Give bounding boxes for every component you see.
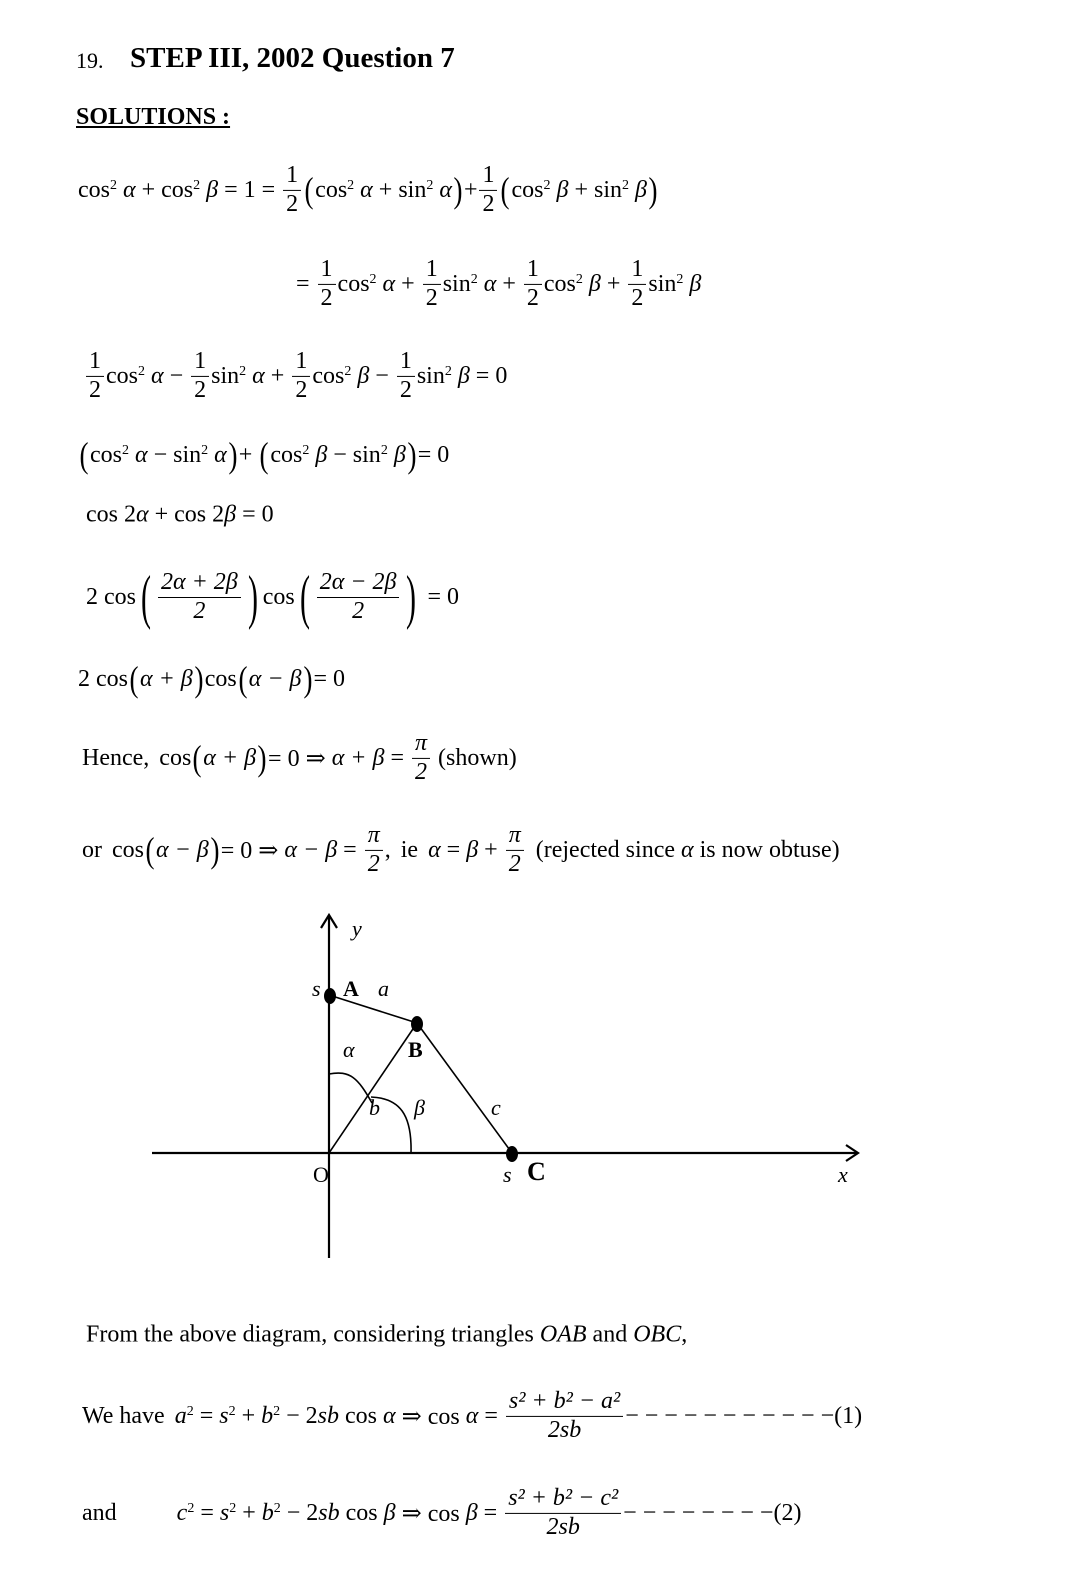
fraction-denominator: 2	[399, 376, 412, 403]
math-text: − − − − − − − −(2)	[623, 1499, 802, 1526]
math-text: +	[478, 836, 504, 863]
math-text: ⇒ cos	[395, 1500, 466, 1527]
math-text: +	[264, 362, 291, 389]
math-variable: β	[451, 362, 470, 389]
math-variable: β	[465, 1499, 478, 1526]
math-text: + sin	[568, 176, 622, 203]
math-text: +	[463, 176, 478, 203]
math-text: (shown)	[432, 744, 517, 771]
fraction	[318, 256, 336, 312]
math-text: Hence,	[82, 744, 150, 771]
math-text: ie	[400, 836, 419, 863]
side-a-label: a	[378, 976, 389, 1001]
equation-11	[82, 1485, 801, 1541]
math-text: 2 cos	[86, 583, 136, 610]
math-variable: a	[174, 1402, 187, 1429]
segment-c	[417, 1023, 512, 1153]
math-variable: β	[387, 441, 406, 468]
math-variable: α	[383, 1402, 396, 1429]
parenthesis: (	[145, 830, 155, 870]
point-A	[324, 988, 336, 1004]
math-text: cos	[339, 1499, 384, 1526]
fraction	[397, 348, 415, 404]
fraction	[524, 256, 542, 312]
fraction	[506, 1388, 623, 1444]
math-text: = 0	[421, 583, 459, 610]
math-text: = 1 =	[218, 176, 282, 203]
fraction-numerator: s² + b² − a²	[506, 1388, 623, 1417]
fraction-denominator: 2sb	[547, 1416, 582, 1443]
math-text: +	[236, 1499, 262, 1526]
equation-4	[78, 437, 449, 473]
parenthesis: )	[228, 435, 238, 475]
math-text: cos	[106, 362, 138, 389]
math-text: − sin	[327, 441, 381, 468]
math-variable: β	[200, 176, 219, 203]
superscript: 2	[543, 178, 551, 193]
math-text: cos	[262, 583, 295, 610]
math-text: = 0	[313, 665, 346, 692]
math-variable: α + β	[331, 744, 385, 771]
equation-10	[82, 1388, 862, 1444]
equation-9	[82, 822, 840, 878]
parenthesis: (	[238, 659, 248, 699]
math-variable: β	[351, 362, 370, 389]
fraction-numerator: s² + b² − c²	[505, 1485, 621, 1514]
superscript: 2	[575, 272, 583, 287]
fraction	[365, 822, 383, 878]
fraction-numerator: π	[365, 822, 383, 851]
fraction-denominator: 2	[193, 597, 206, 624]
fraction-denominator: 2	[89, 376, 101, 403]
math-text: and	[586, 1321, 634, 1348]
math-variable: α	[465, 1402, 479, 1429]
parenthesis: )	[453, 170, 463, 210]
superscript: 2	[273, 1404, 281, 1419]
fraction-numerator: 2α + 2β	[158, 569, 241, 598]
equation-7	[78, 661, 345, 697]
math-text: =	[478, 1402, 504, 1429]
math-variable: α	[354, 176, 373, 203]
equation-8	[82, 730, 517, 786]
math-variable: s	[219, 1499, 230, 1526]
fraction-denominator: 2	[631, 284, 644, 311]
fraction-numerator: 1	[479, 162, 497, 191]
equation-1	[78, 162, 659, 218]
point-A-label: A	[343, 976, 359, 1001]
math-text: cos	[159, 744, 192, 771]
side-b-label: b	[369, 1095, 380, 1120]
superscript: 2	[239, 364, 247, 379]
fraction-numerator: 1	[191, 348, 209, 377]
solutions-heading: SOLUTIONS :	[76, 104, 231, 130]
fraction-numerator: 1	[292, 348, 310, 377]
math-text: sin	[648, 270, 677, 297]
question-number: 19.	[76, 48, 104, 73]
math-text: −	[163, 362, 190, 389]
math-text: cos	[204, 665, 237, 692]
math-text: or	[82, 836, 102, 863]
math-variable: α	[477, 270, 497, 297]
fraction-denominator: 2	[194, 376, 207, 403]
alpha-label: α	[343, 1037, 355, 1062]
math-variable: α	[117, 176, 136, 203]
math-text: cos	[511, 176, 544, 203]
math-text: − 2	[280, 1402, 318, 1429]
superscript: 2	[444, 364, 452, 379]
math-variable: b	[261, 1402, 274, 1429]
math-text: =	[194, 1499, 220, 1526]
math-text: 2 cos	[78, 665, 128, 692]
side-c-label: c	[491, 1095, 501, 1120]
point-B-label: B	[408, 1037, 423, 1062]
math-text: =	[440, 836, 467, 863]
math-variable: β	[582, 270, 601, 297]
math-text: =	[477, 1499, 504, 1526]
math-variable: β	[309, 441, 328, 468]
math-text: =	[296, 270, 316, 297]
math-variable: α	[129, 441, 148, 468]
fraction-numerator: 1	[86, 348, 104, 377]
math-text: cos	[315, 176, 348, 203]
math-variable: c	[176, 1499, 188, 1526]
large-parenthesis: )	[247, 564, 258, 630]
fraction	[191, 348, 209, 404]
parenthesis: (	[79, 435, 89, 475]
math-text: = 0 ⇒	[220, 837, 285, 864]
y-axis-label: y	[352, 916, 362, 941]
math-text: From the above diagram, considering triangles	[86, 1321, 540, 1348]
math-text: = 0	[469, 362, 508, 389]
fraction-denominator: 2	[526, 284, 539, 311]
fraction-denominator: 2	[508, 850, 521, 877]
superscript: 2	[201, 443, 209, 458]
equation-2	[296, 256, 701, 312]
math-text: =	[384, 744, 410, 771]
math-text: + cos	[135, 176, 194, 203]
parenthesis: (	[192, 738, 202, 778]
fraction-denominator: 2	[286, 190, 299, 217]
fraction-denominator: 2	[425, 284, 438, 311]
math-text: cos	[270, 441, 303, 468]
triangle-diagram	[0, 900, 1074, 1270]
fraction	[283, 162, 301, 218]
math-text: =	[193, 1402, 220, 1429]
math-text: sin	[442, 270, 471, 297]
fraction-numerator: 2α − 2β	[317, 569, 400, 598]
parenthesis: (	[304, 170, 314, 210]
math-text: ,	[681, 1321, 688, 1348]
math-text: cos 2	[86, 501, 136, 528]
superscript: 2	[621, 178, 629, 193]
math-variable: α	[246, 362, 265, 389]
math-text: is now obtuse)	[693, 836, 840, 863]
fraction	[506, 822, 524, 878]
fraction	[317, 569, 400, 625]
fraction	[479, 162, 497, 218]
fraction-denominator: 2sb	[546, 1513, 580, 1540]
fraction-numerator: π	[506, 822, 524, 851]
x-axis-label: x	[838, 1162, 848, 1187]
parenthesis: )	[257, 738, 267, 778]
superscript: 2	[380, 443, 388, 458]
math-variable: β	[628, 176, 647, 203]
fraction-denominator: 2	[295, 376, 308, 403]
math-variable: sb	[318, 1499, 340, 1526]
math-text: − sin	[147, 441, 202, 468]
fraction-denominator: 2	[352, 597, 365, 624]
math-text: +	[395, 270, 421, 297]
beta-label: β	[414, 1095, 425, 1120]
math-text: cos	[90, 441, 122, 468]
superscript: 2	[187, 1501, 195, 1516]
math-text: +	[600, 270, 627, 297]
math-text: sin	[211, 362, 240, 389]
s-label-A: s	[312, 976, 321, 1001]
math-variable: OBC	[633, 1321, 682, 1348]
fraction-numerator: 1	[628, 256, 646, 285]
large-parenthesis: (	[299, 564, 310, 630]
parenthesis: )	[194, 659, 204, 699]
fraction-numerator: 1	[397, 348, 415, 377]
math-text: = 0	[236, 501, 274, 528]
point-B	[411, 1016, 423, 1032]
parenthesis: (	[129, 659, 139, 699]
fraction-denominator: 2	[482, 190, 495, 217]
math-text: −	[369, 362, 395, 389]
fraction	[423, 256, 441, 312]
parenthesis: )	[407, 435, 417, 475]
fraction-numerator: 1	[318, 256, 336, 285]
math-variable: β	[550, 176, 569, 203]
math-variable: α	[145, 362, 164, 389]
math-variable: s	[219, 1402, 229, 1429]
parenthesis: )	[648, 170, 658, 210]
superscript: 2	[369, 272, 377, 287]
math-variable: α + β	[203, 744, 257, 771]
math-variable: α	[433, 176, 452, 203]
superscript: 2	[122, 443, 129, 458]
math-variable: α	[681, 836, 694, 863]
math-variable: β	[383, 1499, 396, 1526]
fraction	[412, 730, 430, 786]
question-title: STEP III, 2002 Question 7	[130, 42, 455, 74]
equation-6	[86, 564, 459, 630]
fraction-denominator: 2	[320, 284, 333, 311]
superscript: 2	[470, 272, 478, 287]
math-text: sin	[416, 362, 445, 389]
superscript: 2	[426, 178, 434, 193]
fraction-numerator: 1	[283, 162, 301, 191]
point-C	[506, 1146, 518, 1162]
math-text: cos	[78, 176, 110, 203]
equation-3	[84, 348, 507, 404]
equation-5	[86, 502, 274, 529]
math-text: (rejected since	[535, 836, 681, 863]
superscript: 2	[347, 178, 355, 193]
math-text: + cos 2	[148, 501, 225, 528]
math-variable: b	[261, 1499, 274, 1526]
math-variable: α − β	[248, 665, 302, 692]
math-variable: β	[466, 836, 479, 863]
fraction	[628, 256, 646, 312]
math-text: We have	[82, 1402, 165, 1429]
large-parenthesis: (	[140, 564, 151, 630]
parenthesis: )	[210, 830, 220, 870]
superscript: 2	[229, 1501, 237, 1516]
fraction-numerator: π	[412, 730, 430, 759]
math-variable: α − β	[156, 836, 209, 863]
math-text: cos	[339, 1402, 384, 1429]
math-variable: α	[208, 441, 227, 468]
superscript: 2	[138, 364, 145, 379]
parenthesis: )	[303, 659, 312, 699]
math-variable: α + β	[140, 665, 193, 692]
superscript: 2	[193, 178, 201, 193]
math-text: = 0	[417, 441, 450, 468]
fraction-numerator: 1	[423, 256, 441, 285]
point-C-label: C	[527, 1157, 546, 1186]
math-text: +	[496, 270, 522, 297]
math-text: and	[82, 1499, 117, 1526]
math-text: − 2	[280, 1499, 319, 1526]
large-parenthesis: )	[406, 564, 417, 630]
math-text: + sin	[372, 176, 427, 203]
math-text: +	[235, 1402, 262, 1429]
math-variable: α − β	[284, 836, 338, 863]
superscript: 2	[228, 1404, 236, 1419]
diagram-explanation	[86, 1322, 687, 1349]
superscript: 2	[273, 1501, 281, 1516]
superscript: 2	[302, 443, 310, 458]
fraction-denominator: 2	[367, 850, 380, 877]
fraction-denominator: 2	[415, 758, 428, 785]
math-text: +	[238, 441, 259, 468]
origin-label: O	[313, 1162, 329, 1187]
superscript: 2	[110, 178, 117, 193]
parenthesis: (	[259, 435, 269, 475]
fraction	[158, 569, 241, 625]
parenthesis: (	[500, 170, 510, 210]
math-variable: OAB	[539, 1321, 587, 1348]
math-variable: α	[428, 836, 441, 863]
fraction	[505, 1485, 621, 1541]
superscript: 2	[676, 272, 684, 287]
fraction-numerator: 1	[524, 256, 542, 285]
math-variable: β	[683, 270, 702, 297]
math-text: ⇒ cos	[395, 1403, 466, 1430]
superscript: 2	[186, 1404, 194, 1419]
math-text: cos	[543, 270, 576, 297]
math-text: ,	[384, 836, 391, 863]
math-text: cos	[337, 270, 370, 297]
fraction	[292, 348, 310, 404]
math-text: cos	[112, 836, 144, 863]
s-label-C: s	[503, 1162, 512, 1187]
math-text: = 0 ⇒	[268, 745, 332, 772]
math-variable: α	[136, 501, 149, 528]
math-text: cos	[312, 362, 345, 389]
math-variable: α	[376, 270, 396, 297]
math-variable: sb	[317, 1402, 340, 1429]
math-text: =	[337, 836, 363, 863]
fraction	[86, 348, 104, 404]
math-text: − − − − − − − − − − −(1)	[625, 1402, 863, 1429]
superscript: 2	[344, 364, 352, 379]
math-variable: β	[224, 501, 237, 528]
